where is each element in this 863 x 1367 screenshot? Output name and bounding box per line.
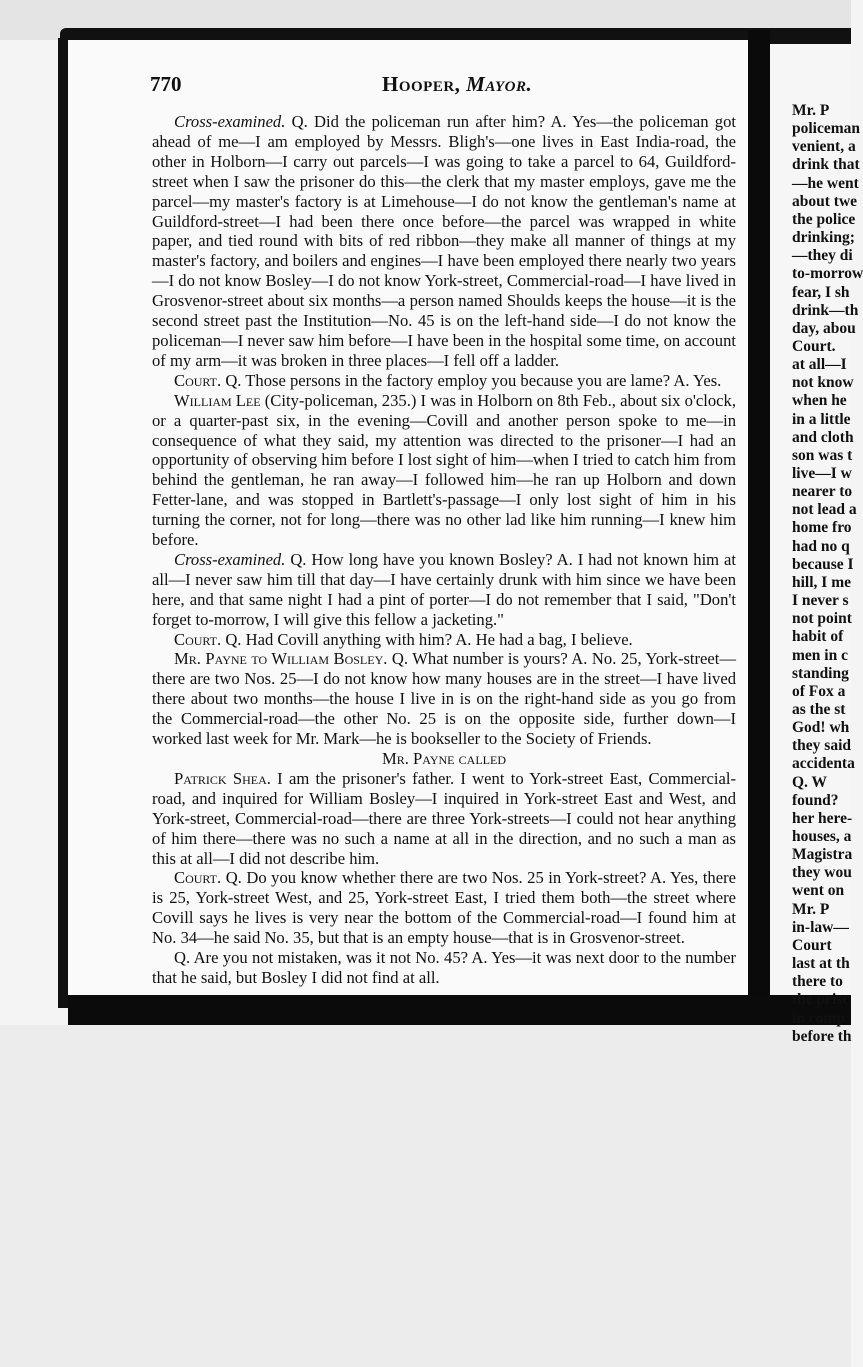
right-page-line: because I: [792, 555, 854, 573]
running-title-role: Mayor.: [466, 72, 533, 96]
right-page-line: not point: [792, 610, 852, 628]
right-page-line: about twe: [792, 192, 858, 210]
right-page-line: standing: [792, 664, 849, 682]
paragraph: [152, 112, 736, 371]
right-page-line: her here-: [792, 809, 853, 827]
paragraph: [152, 550, 736, 630]
right-page-line: had no q: [792, 537, 850, 555]
right-page-line: son was t: [792, 446, 853, 464]
right-page-line: not lead a: [792, 501, 857, 519]
paragraph-text: Q. How long have you known Bosley? A. I had not known him at all—I never saw him till that day—I have certainly drunk with him since we have been here, and that same night I had a pint of porter—I do not remember that I said, "Don't forget to-morrow, I will give this fellow a jacketing.": [152, 549, 736, 629]
right-page-line: not know: [792, 374, 854, 392]
right-page-line: houses, a: [792, 828, 852, 845]
speaker-label: William Lee: [174, 390, 261, 410]
right-page-line: when he: [792, 392, 847, 410]
speaker-label: Court.: [174, 370, 222, 390]
book-gutter: [748, 30, 770, 1020]
right-page-line: nearer to: [792, 483, 853, 501]
paragraph-text: Q. Did the policeman run after him? A. Yes—the policeman got ahead of me—I am employed by Messrs. Bligh's—one lives in East India-road, the other in Holborn—I carry out parcels—I was going to take a parcel to 64, Guildford-street when I saw the prisoner do this—the clerk that my master employs, gave me the parcel—my master's factory is at Limehouse—I do not know the gentleman's name at Guildford-street—I had been there once before—the parcel was wrapped in white paper, and tied round with bits of red ribbon—they make all manner of things at my master's factory, and boilers and engines—I have been employed there nearly two years—I do not know Bosley—I do not know York-street, Commercial-road—I have lived in Grosvenor-street about six months—a person named Shoulds keeps the house—it is the second street past the Institution—No. 45 is on the left-hand side—I do not know the policeman—I never saw him before—I have been in the hospital some time, on account of my arm—it was broken in three places—I fell off a ladder.: [152, 112, 736, 370]
page-number: 770: [150, 72, 182, 96]
right-page-line: found?: [792, 791, 839, 809]
speaker-label: Mr. Payne to William Bosley.: [174, 649, 388, 669]
right-page-line: —they di: [792, 247, 853, 265]
paragraph: [152, 391, 736, 550]
right-page-line: God! wh: [792, 719, 850, 737]
right-page-line: last at th: [792, 955, 850, 973]
paragraph: [152, 630, 736, 650]
right-page-line: day, abou: [792, 319, 856, 337]
right-page-line: policeman: [792, 120, 861, 138]
paragraph-text: Q. Do you know whether there are two Nos. 25 in York-street? A. Yes, there is 25, York-street West, and 25, York-street East, I tried them both—the street where Covill says he lives is very near the bottom of the Commercial-road—I found him at No. 34—he said No. 35, but that is an empty house—that is in Grosvenor-street.: [152, 868, 736, 948]
speaker-label: Cross-examined.: [174, 112, 286, 131]
speaker-label: Cross-examined.: [174, 549, 286, 569]
right-page-line: they wou: [792, 864, 852, 882]
right-page-line: the police: [792, 210, 856, 228]
right-page-line: as the st: [792, 700, 846, 718]
paragraph-text: I am the prisoner's father. I went to York-street East, Commercial-road, and inquired for William Bosley—I inquired in York-street East and West, and York-street, Commercial-road—there are three York-streets—I could not hear anything of him there—there was no such a name at all in the direction, and no such a man as this at all—I did not describe him.: [152, 768, 736, 868]
right-page-line: accidenta: [792, 755, 855, 773]
right-page-line: Magistra: [792, 846, 853, 864]
speaker-label: Patrick Shea.: [174, 768, 271, 788]
right-page-line: fear, I sh: [792, 283, 850, 301]
right-page-line: before th: [792, 1027, 852, 1045]
scan-background-bottom: [0, 1025, 851, 1367]
right-page-line: I never s: [792, 592, 849, 610]
right-page-line: Court: [792, 936, 832, 954]
body-text: [152, 112, 736, 988]
paragraph: [152, 769, 736, 869]
paragraph: [152, 948, 736, 988]
right-page-line: habit of: [792, 628, 844, 646]
right-page-line: Mr. P: [792, 900, 830, 918]
right-page-line: Court.: [792, 337, 836, 355]
right-page-line: in comp: [792, 1009, 845, 1027]
right-page-line: drink—th: [792, 301, 859, 319]
section-heading: [152, 749, 736, 769]
section-heading-text: Mr. Payne called: [382, 749, 506, 768]
right-page-line: venient, a: [792, 138, 856, 156]
right-page-line: to-morrow: [792, 265, 863, 283]
right-page-line: drinking;: [792, 229, 855, 247]
right-page-line: home fro: [792, 519, 852, 537]
right-page-line: in-law—: [792, 918, 849, 936]
paragraph-text: Q. Those persons in the factory employ you because you are lame? A. Yes.: [221, 370, 722, 390]
right-page-line: went on: [792, 882, 845, 900]
book-cover-edge-bottom: [68, 995, 851, 1025]
paragraph-text: (City-policeman, 235.) I was in Holborn on 8th Feb., about six o'clock, or a quarter-past six, in the evening—Covill and another person spoke to me—in consequence of what they said, my attention was directed to the prisoner—I had an opportunity of observing him before I lost sight of him—when I tried to catch him from behind the gentleman, he ran away—I followed him—he ran up Holborn and down Fetter-lane, and was stopped in Bartlett's-passage—I only lost sight of him in his turning the corner, not for long—there was no other lad like him running—I knew him before.: [152, 390, 736, 550]
right-page-line: in a little: [792, 410, 851, 428]
paragraph: [152, 371, 736, 391]
running-header: [150, 72, 740, 98]
right-page-line: at all—I: [792, 356, 847, 374]
speaker-label: Court.: [174, 868, 222, 888]
right-page-line: —he went: [792, 174, 859, 192]
paragraph-text: Q. Had Covill anything with him? A. He had a bag, I believe.: [221, 629, 633, 649]
paragraph-text: Q. Are you not mistaken, was it not No. 45? A. Yes—it was next door to the number that he said, but Bosley I did not find at all.: [152, 948, 736, 987]
right-page-line: and cloth: [792, 428, 854, 446]
paragraph: [152, 649, 736, 749]
right-page-line: hill, I me: [792, 573, 851, 591]
paragraph: [152, 868, 736, 948]
running-title: [382, 72, 532, 97]
right-page-line: drink that: [792, 156, 860, 174]
right-page-line: Mr. P: [792, 102, 830, 119]
right-page-line: Q. W: [792, 773, 828, 791]
right-page-line: there to: [792, 973, 843, 991]
paragraph-text: Q. What number is yours? A. No. 25, York-street—there are two Nos. 25—I do not know how many houses are in the street—I have lived there about two months—the house I live in is on the right-hand side as you go from the Commercial-road—the other No. 25 is on the opposite side, further down—I worked last week for Mr. Mark—he is bookseller to the Society of Friends.: [152, 649, 736, 749]
right-page-line: live—I w: [792, 465, 852, 482]
right-page-line: of Fox a: [792, 682, 846, 700]
right-page-line: men in c: [792, 646, 848, 664]
speaker-label: Court.: [174, 629, 222, 649]
right-page-line: the prisc: [792, 991, 850, 1009]
right-page-line: they said: [792, 737, 851, 755]
running-title-name: Hooper,: [382, 72, 461, 96]
book-cover-edge-left: [58, 38, 68, 1008]
